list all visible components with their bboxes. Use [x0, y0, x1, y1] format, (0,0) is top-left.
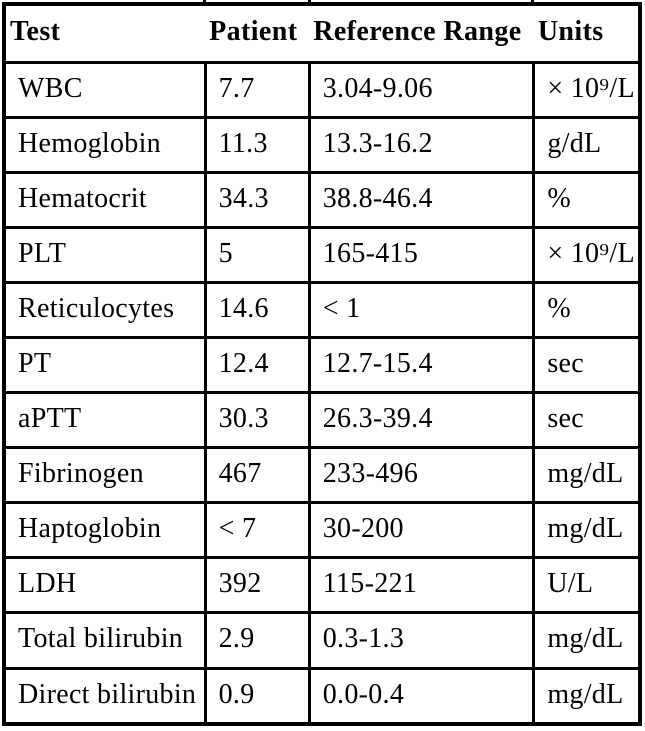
cell-test: Total bilirubin — [4, 613, 205, 668]
top-border-tick-2 — [308, 0, 311, 3]
cell-reference_range: 13.3-16.2 — [309, 117, 534, 172]
cell-patient: 5 — [205, 227, 309, 282]
table-row-pt — [4, 337, 640, 392]
table-body — [4, 62, 640, 724]
column-header-patient: Patient — [205, 4, 309, 62]
cell-test: LDH — [4, 558, 205, 613]
table-row-aptt — [4, 393, 640, 448]
table-row-plt — [4, 227, 640, 282]
cell-test: WBC — [4, 62, 205, 117]
cell-units: mg/dL — [534, 613, 640, 668]
column-header-units: Units — [534, 4, 640, 62]
top-border-tick-1 — [203, 0, 206, 3]
table-row-reticulocytes — [4, 282, 640, 337]
cell-reference_range: 26.3-39.4 — [309, 393, 534, 448]
cell-units: % — [534, 282, 640, 337]
cell-reference_range: 233-496 — [309, 448, 534, 503]
cell-reference_range: 3.04-9.06 — [309, 62, 534, 117]
cell-units: U/L — [534, 558, 640, 613]
cell-units: % — [534, 172, 640, 227]
cell-units: sec — [534, 337, 640, 392]
table-row-hemoglobin — [4, 117, 640, 172]
column-header-test: Test — [4, 4, 205, 62]
cell-test: aPTT — [4, 393, 205, 448]
cell-patient: 7.7 — [205, 62, 309, 117]
header-row — [4, 4, 640, 62]
cell-patient: 467 — [205, 448, 309, 503]
table-row-haptoglobin — [4, 503, 640, 558]
cell-reference_range: 0.0-0.4 — [309, 668, 534, 724]
lab-results-table — [2, 2, 642, 726]
cell-reference_range: 0.3-1.3 — [309, 613, 534, 668]
cell-test: Fibrinogen — [4, 448, 205, 503]
cell-reference_range: 165-415 — [309, 227, 534, 282]
cell-units: mg/dL — [534, 668, 640, 724]
table-header — [4, 4, 640, 62]
cell-test: Haptoglobin — [4, 503, 205, 558]
cell-units: g/dL — [534, 117, 640, 172]
cell-patient: 392 — [205, 558, 309, 613]
cell-units: sec — [534, 393, 640, 448]
cell-patient: 34.3 — [205, 172, 309, 227]
table-row-wbc — [4, 62, 640, 117]
table-row-ldh — [4, 558, 640, 613]
cell-reference_range: 30-200 — [309, 503, 534, 558]
cell-reference_range: 12.7-15.4 — [309, 337, 534, 392]
table-row-total-bilirubin — [4, 613, 640, 668]
cell-patient: 12.4 — [205, 337, 309, 392]
top-border-tick-3 — [531, 0, 534, 3]
table-row-direct-bilirubin — [4, 668, 640, 724]
cell-patient: 11.3 — [205, 117, 309, 172]
table-row-fibrinogen — [4, 448, 640, 503]
cell-patient: 14.6 — [205, 282, 309, 337]
cell-units: mg/dL — [534, 448, 640, 503]
cell-test: PLT — [4, 227, 205, 282]
cell-units: × 10⁹/L — [534, 227, 640, 282]
cell-test: Reticulocytes — [4, 282, 205, 337]
table-row-hematocrit — [4, 172, 640, 227]
cell-reference_range: 38.8-46.4 — [309, 172, 534, 227]
cell-patient: 30.3 — [205, 393, 309, 448]
column-header-reference_range: Reference Range — [309, 4, 534, 62]
cell-test: Hematocrit — [4, 172, 205, 227]
cell-reference_range: < 1 — [309, 282, 534, 337]
cell-units: mg/dL — [534, 503, 640, 558]
cell-patient: 2.9 — [205, 613, 309, 668]
cell-test: PT — [4, 337, 205, 392]
cell-test: Direct bilirubin — [4, 668, 205, 724]
cell-units: × 10⁹/L — [534, 62, 640, 117]
cell-reference_range: 115-221 — [309, 558, 534, 613]
cell-patient: 0.9 — [205, 668, 309, 724]
cell-test: Hemoglobin — [4, 117, 205, 172]
cell-patient: < 7 — [205, 503, 309, 558]
